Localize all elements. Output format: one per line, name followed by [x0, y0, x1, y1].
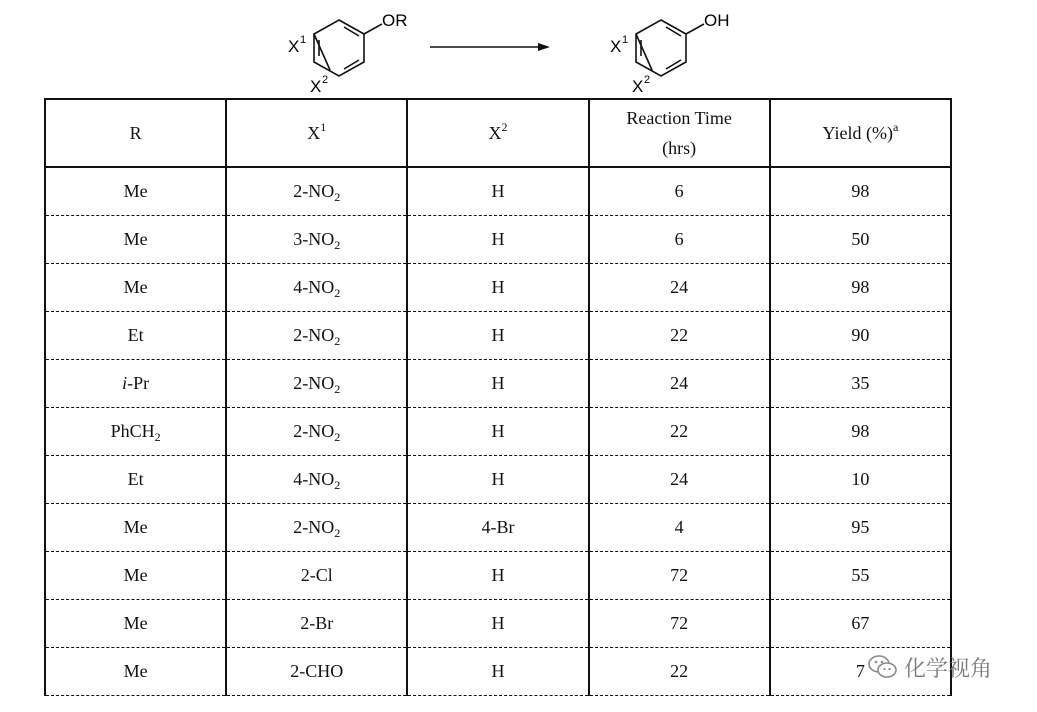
product-x2-sup: 2: [644, 74, 651, 86]
cell-x1: 2-CHO: [226, 648, 407, 696]
cell-reaction-time: 22: [589, 648, 770, 696]
cell-r: Me: [45, 600, 226, 648]
reaction-scheme: [0, 0, 1037, 98]
cell-x2: H: [407, 456, 588, 504]
reactant-benzene-ring: [314, 20, 382, 76]
cell-reaction-time: 72: [589, 600, 770, 648]
cell-yield: 95: [770, 504, 951, 552]
cell-r: Me: [45, 216, 226, 264]
cell-x2: H: [407, 600, 588, 648]
product-x1-sup: 1: [622, 34, 629, 46]
table-body: [45, 167, 951, 696]
cell-r: Me: [45, 552, 226, 600]
cell-reaction-time: 24: [589, 264, 770, 312]
cell-r: Me: [45, 264, 226, 312]
header-yield: Yield (%)$^a$: [770, 99, 951, 167]
results-table: [44, 98, 952, 696]
cell-x1: $2-NO_2$: [226, 360, 407, 408]
reactant-x1-sup: 1: [300, 34, 307, 46]
cell-x2: H: [407, 312, 588, 360]
cell-reaction-time: 22: [589, 312, 770, 360]
reactant-x2-sup: 2: [322, 74, 329, 86]
cell-yield: 10: [770, 456, 951, 504]
cell-yield: 7: [770, 648, 951, 696]
table-row: [45, 648, 951, 696]
wechat-icon: [868, 654, 898, 680]
product-x1-label: X: [610, 37, 622, 56]
cell-x2: H: [407, 648, 588, 696]
cell-r: i-Pr: [45, 360, 226, 408]
cell-reaction-time: 22: [589, 408, 770, 456]
cell-reaction-time: 72: [589, 552, 770, 600]
table-row: [45, 167, 951, 216]
table-row: [45, 216, 951, 264]
cell-x2: H: [407, 360, 588, 408]
cell-yield: 98: [770, 408, 951, 456]
cell-yield: 98: [770, 264, 951, 312]
table-row: [45, 312, 951, 360]
reactant-x2-label: X: [310, 77, 322, 96]
product-x2-label: X: [632, 77, 644, 96]
table-row: [45, 456, 951, 504]
reactant-or-label: OR: [382, 11, 408, 30]
cell-reaction-time: 6: [589, 167, 770, 216]
cell-reaction-time: 4: [589, 504, 770, 552]
reactant-x1-label: X: [288, 37, 300, 56]
watermark: [868, 652, 992, 682]
cell-reaction-time: 24: [589, 360, 770, 408]
cell-reaction-time: 6: [589, 216, 770, 264]
cell-x1: 2-Cl: [226, 552, 407, 600]
header-r: R: [45, 99, 226, 167]
table-row: [45, 600, 951, 648]
cell-yield: 98: [770, 167, 951, 216]
table-row: [45, 408, 951, 456]
cell-x1: $2-NO_2$: [226, 312, 407, 360]
cell-x2: H: [407, 216, 588, 264]
cell-x2: H: [407, 552, 588, 600]
cell-r: Me: [45, 648, 226, 696]
header-reaction-time: Reaction Time (hrs): [589, 99, 770, 167]
cell-reaction-time: 24: [589, 456, 770, 504]
cell-x2: H: [407, 408, 588, 456]
cell-x1: $2-NO_2$: [226, 408, 407, 456]
cell-yield: 55: [770, 552, 951, 600]
table-row: [45, 360, 951, 408]
table-row: [45, 504, 951, 552]
cell-yield: 67: [770, 600, 951, 648]
header-x2: $X^2$: [407, 99, 588, 167]
cell-r: Me: [45, 504, 226, 552]
cell-x1: 2-Br: [226, 600, 407, 648]
cell-r: Me: [45, 167, 226, 216]
cell-r: Et: [45, 312, 226, 360]
header-x1: $X^1$: [226, 99, 407, 167]
cell-r: PhCH$_2$: [45, 408, 226, 456]
cell-x2: H: [407, 264, 588, 312]
cell-r: Et: [45, 456, 226, 504]
cell-x1: $3-NO_2$: [226, 216, 407, 264]
cell-yield: 35: [770, 360, 951, 408]
cell-x2: H: [407, 167, 588, 216]
cell-x2: 4-Br: [407, 504, 588, 552]
product-oh-label: OH: [704, 11, 730, 30]
cell-x1: $2-NO_2$: [226, 504, 407, 552]
reaction-arrow: [430, 43, 550, 51]
results-table-container: [44, 98, 954, 712]
cell-x1: $4-NO_2$: [226, 456, 407, 504]
reaction-scheme-drawing: [0, 0, 1037, 98]
table-row: [45, 264, 951, 312]
cell-x1: $4-NO_2$: [226, 264, 407, 312]
table-row: [45, 552, 951, 600]
cell-yield: 90: [770, 312, 951, 360]
cell-x1: $2-NO_2$: [226, 167, 407, 216]
cell-yield: 50: [770, 216, 951, 264]
table-header-row: [45, 99, 951, 167]
watermark-text: 化学视角: [904, 656, 993, 682]
product-benzene-ring: [636, 20, 704, 76]
